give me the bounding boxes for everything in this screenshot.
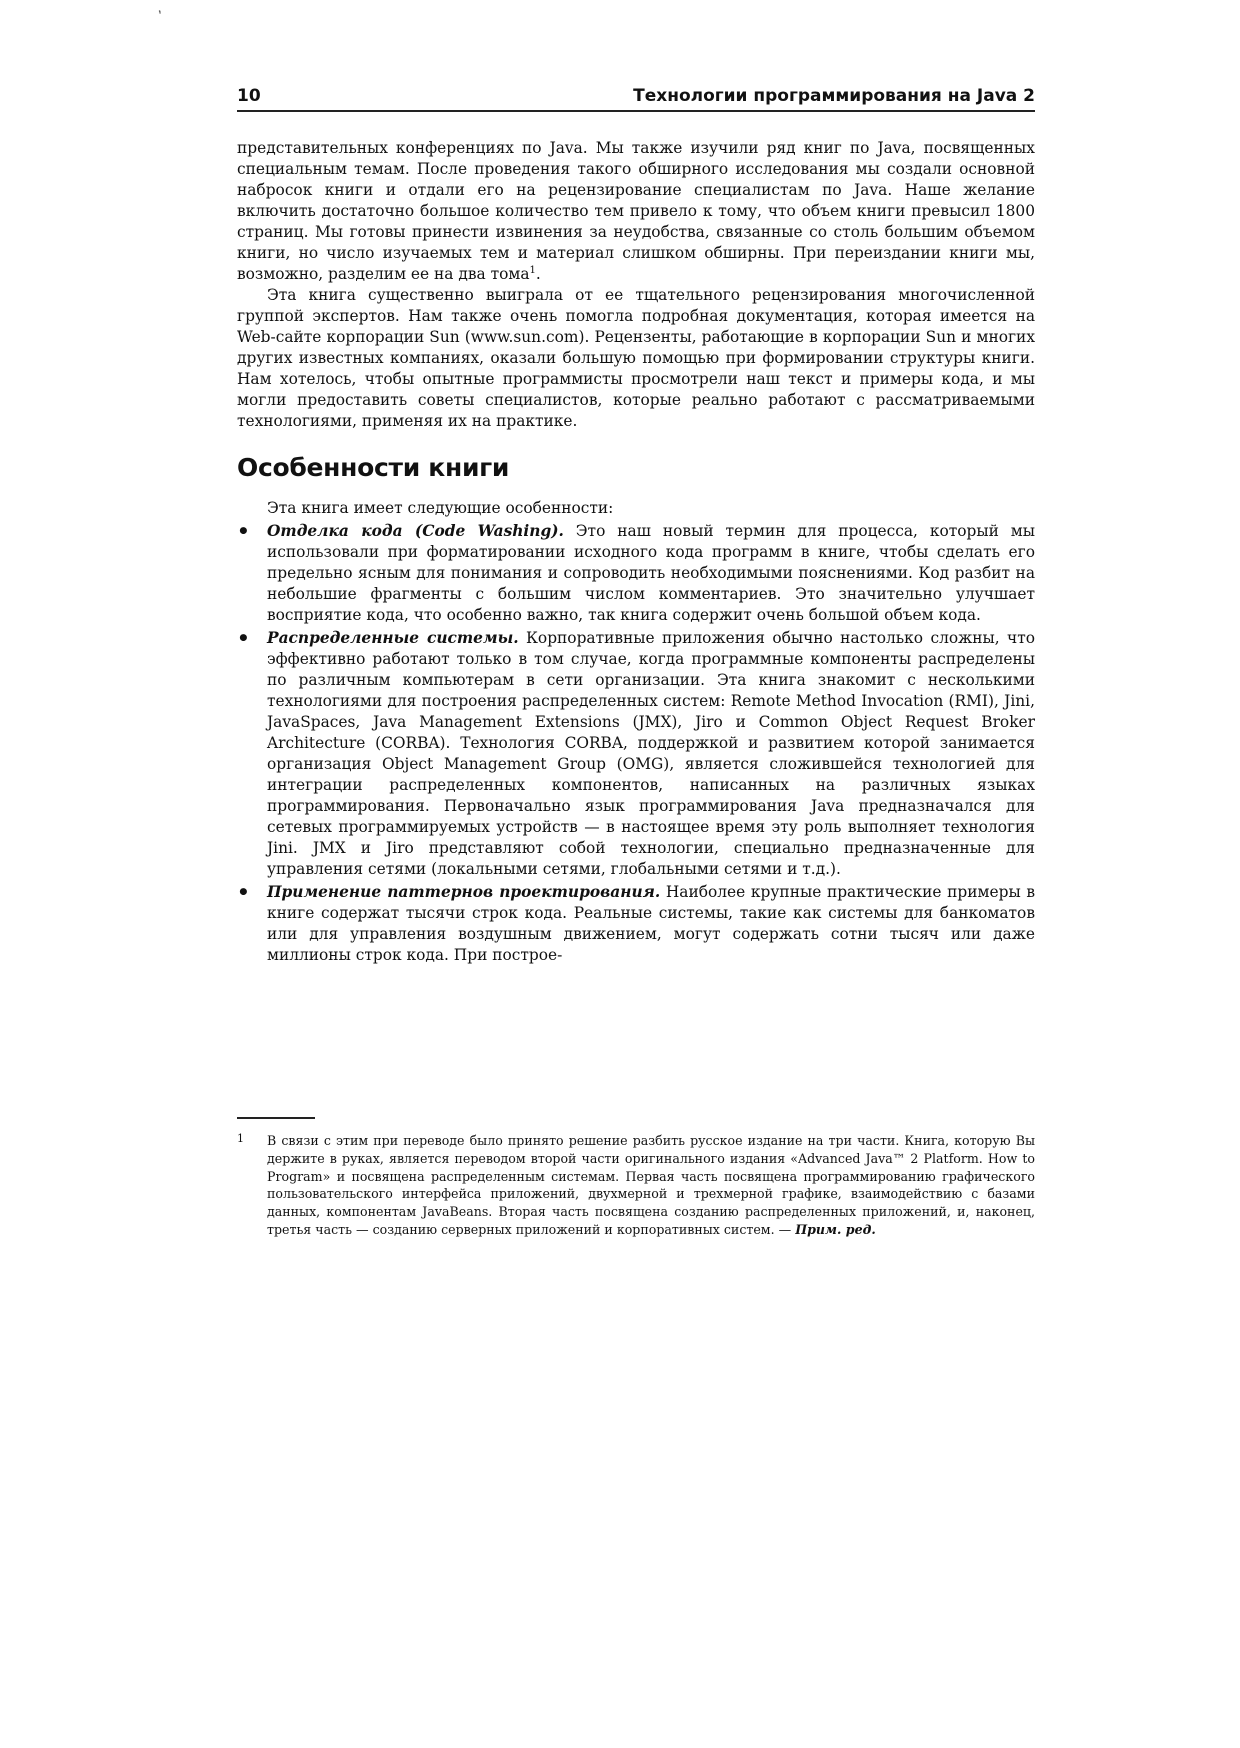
scan-mark: ʼ [156,7,169,25]
running-head [237,86,1035,112]
footnote-divider [237,1117,315,1119]
footnote-text: В связи с этим при переводе было принято решение разбить русское издание на три части. Книга, которую Вы держите в руках, является переводом второй части оригинального издания «Advanced Java™ 2 Platform. How to Program» и посвящена распределенным системам. Первая часть посвящена программированию графического пользовательского интерфейса приложений, двухмерной и трехмерной графике, взаимодействию с базами данных, компонентам JavaBeans. Вторая часть посвящена созданию распределенных приложений, и, наконец, третья часть — созданию серверных приложений и корпоративных систем. — Прим. ред. [267,1133,1035,1237]
footnote [237,1132,1035,1239]
feature-text: Корпоративные приложения обычно настолько сложны, что эффективно работают только в том случае, когда программные компоненты распределены по различным компьютерам в сети организации. Эта книга знакомит с несколькими технологиями для построения распределенных систем: Remote Method Invocation (RMI), Jini, JavaSpaces, Java Management Extensions (JMX), Jiro и Common Object Request Broker Architecture (CORBA). Технология CORBA, поддержкой и развитием которой занимается организация Object Management Group (OMG), является сложившейся технологией для интеграции распределенных компонентов, написанных на различных языках программирования. Первоначально язык программирования Java предназначался для сетевых программируемых устройств — в настоящее время эту роль выполняет технология Jini. JMX и Jiro представляют собой технологии, специально предназначенные для управления сетями (локальными сетями, глобальными сетями и т.д.). [267,629,1036,878]
feature-text: Это наш новый термин для процесса, который мы использовали при форматировании исходного кода программ в книге, чтобы сделать его предельно ясным для понимания и сопроводить необходимыми пояснениями. Код разбит на небольшие фрагменты с большим числом комментариев. Это значительно улучшает восприятие кода, что особенно важно, так книга содержит очень большой объем кода. [267,522,1035,624]
list-item [237,521,1035,626]
paragraph: представительных конференциях по Java. Мы также изучили ряд книг по Java, посвященных специальным темам. После проведения такого обширного исследования мы создали основной набросок книги и отдали его на рецензирование специалистам по Java. Наше желание включить достаточно большое количество тем привело к тому, что объем книги превысил 1800 страниц. Мы готовы принести извинения за неудобства, связанные со столь большим объемом книги, но число изучаемых тем и материал слишком обширны. При переиздании книги мы, возможно, разделим ее на два тома$^1$. [237,139,1035,283]
feature-title: Распределенные системы. [267,629,519,647]
feature-text: Наиболее крупные практические примеры в книге содержат тысячи строк кода. Реальные системы, такие как системы для банкоматов или для управления воздушным движением, могут содержать сотни тысяч или даже миллионы строк кода. При построе- [267,883,1035,964]
list-item [237,628,1035,880]
section-heading: Особенности книги [237,453,510,482]
feature-title: Применение паттернов проектирования. [267,883,661,901]
footnote-signature: Прим. ред. [795,1221,876,1237]
feature-title: Отделка кода (Code Washing). [267,522,564,540]
list-item [237,882,1035,966]
section-lead: Эта книга имеет следующие особенности: [267,499,614,517]
footnote-number: 1 [237,1132,244,1145]
body-text [237,138,1035,966]
paragraph: Эта книга существенно выиграла от ее тщательного рецензирования многочисленной группой экспертов. Нам также очень помогла подробная документация, которая имеется на Web-сайте корпорации Sun (www.sun.com). Рецензенты, работающие в корпорации Sun и многих других известных компаниях, оказали большую помощью при формировании структуры книги. Нам хотелось, чтобы опытные программисты просмотрели наш текст и примеры кода, и мы могли предоставить советы специалистов, которые реально работают с рассматриваемыми технологиями, применяя их на практике. [237,286,1035,430]
feature-list [237,521,1035,966]
running-title: Технологии программирования на Java 2 [633,86,1035,106]
page-number: 10 [237,86,261,106]
footnote-ref[interactable]: 1 [529,264,536,276]
